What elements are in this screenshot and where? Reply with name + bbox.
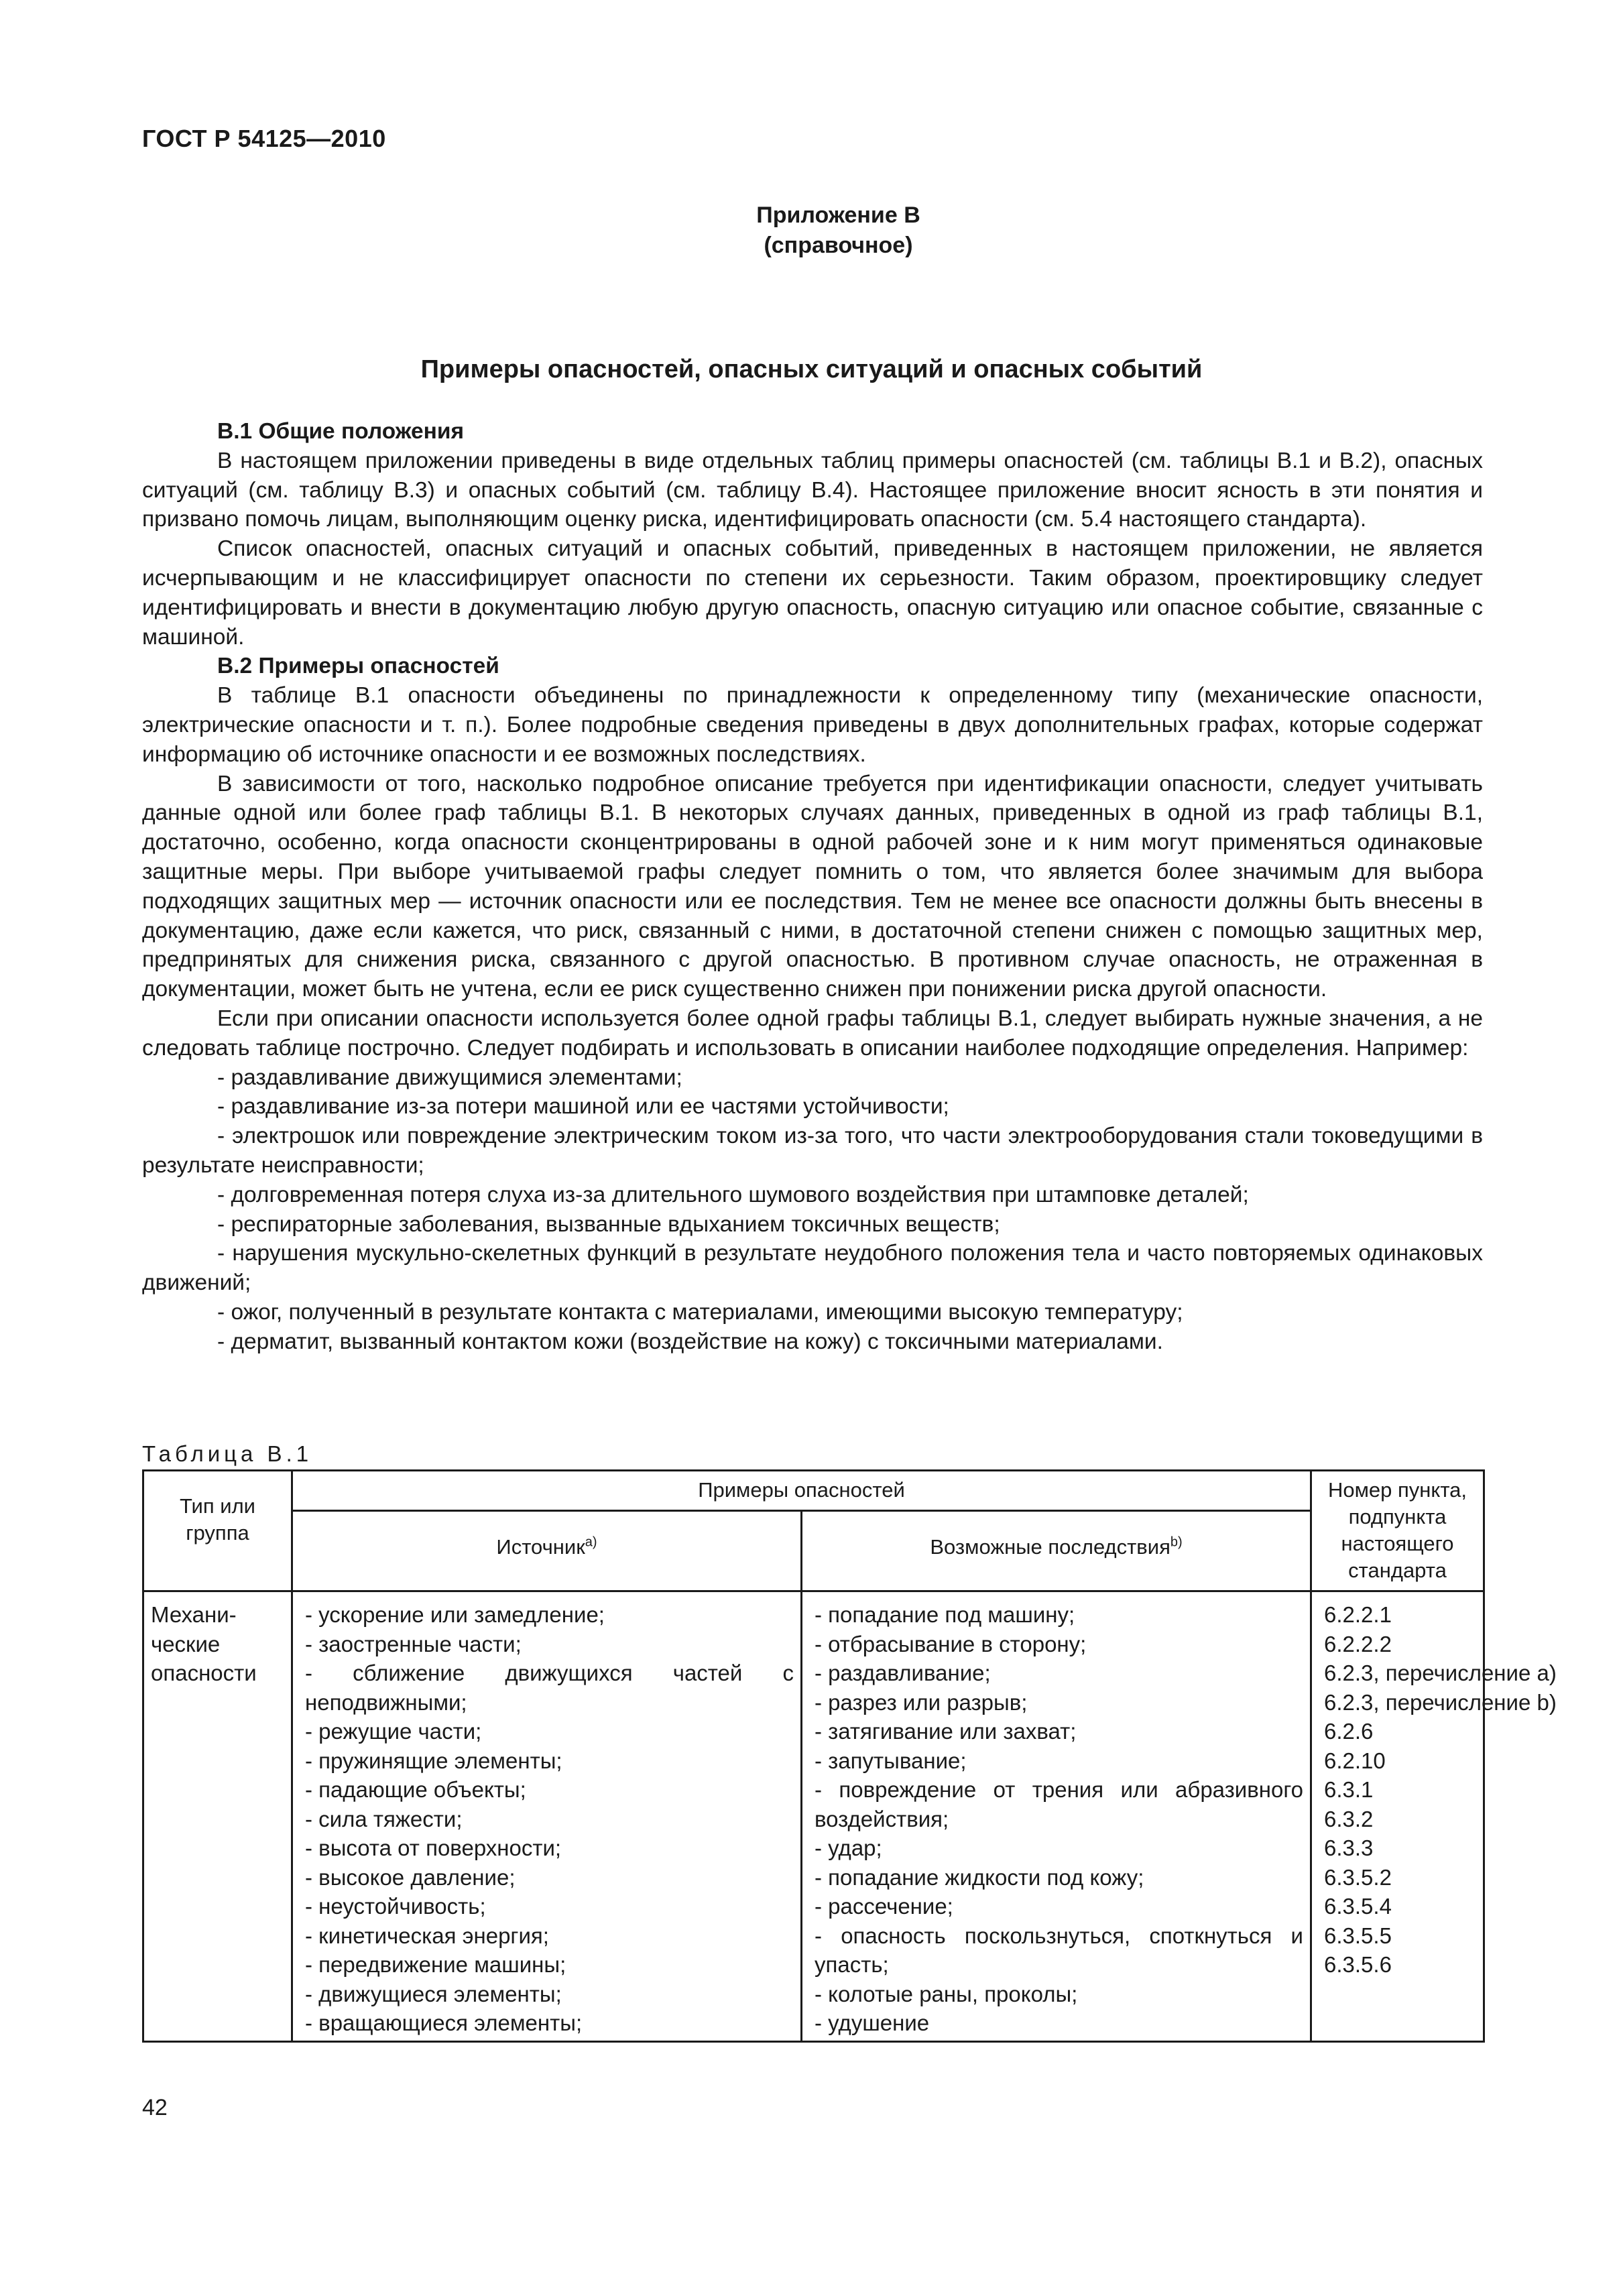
- header-clause: Номер пункта, подпункта настоящего стандарта: [1311, 1471, 1484, 1591]
- paragraph: - электрошок или повреждение электрическим током из-за того, что части электрооборудования стали токоведущими в результате неисправности;: [142, 1124, 1483, 1178]
- source-item: - сближение движущихся частей с неподвижными;: [305, 1660, 794, 1715]
- consequence-item: - опасность поскользнуться, споткнуться и упасть;: [815, 1923, 1303, 1977]
- consequence-item: - повреждение от трения или абразивного воздействия;: [815, 1777, 1303, 1831]
- source-item: - заостренные части;: [305, 1631, 522, 1656]
- consequence-item: - разрез или разрыв;: [815, 1689, 1028, 1715]
- source-item: - передвижение машины;: [305, 1952, 566, 1977]
- header-consequences: [802, 1511, 1311, 1591]
- paragraph: - дерматит, вызванный контактом кожи (воздействие на кожу) с токсичными материалами.: [217, 1329, 1163, 1354]
- body-text: [142, 417, 1483, 1357]
- consequence-item: - рассечение;: [815, 1894, 953, 1919]
- annex-type: (справочное): [764, 233, 913, 258]
- cell-sources: [292, 1591, 802, 2042]
- hazards-table: [142, 1469, 1557, 2043]
- paragraph: Список опасностей, опасных ситуаций и опасных событий, приведенных в настоящем приложении, не является исчерпывающим и не классифицирует опасности по степени их серьезности. Таким образом, проектировщику следует идентифицировать и внести в документацию любую другую опасность, опасную ситуацию или опасное событие, связанные с машиной.: [142, 536, 1483, 650]
- clause-item: 6.2.10: [1324, 1748, 1386, 1773]
- paragraph: В таблице В.1 опасности объединены по принадлежности к определенному типу (механические опасности, электрические опасности и т. п.). Более подробные сведения приведены в двух дополнительных графах, которые содержат информацию об источнике опасности и ее возможных последствиях.: [142, 683, 1483, 767]
- annex-title: Примеры опасностей, опасных ситуаций и опасных событий: [420, 355, 1203, 383]
- paragraph: В зависимости от того, насколько подробное описание требуется при идентификации опасности, следует учитывать данные одной или более граф таблицы В.1. В некоторых случаях данных, приведенных в одной из граф таблицы В.1, достаточно, особенно, когда опасности сконцентрированы в одной рабочей зоне и к ним могут применяться одинаковые защитные меры. При выборе учитываемой графы следует помнить о том, что является более значимым для выбора подходящих защитных мер — источник опасности или ее последствия. Тем не менее все опасности должны быть внесены в документацию, даже если кажется, что риск, связанный с ними, в достаточной степени снижен с помощью защитных мер, предпринятых для снижения риска, связанного с другой опасностью. В противном случае опасность, не отраженная в документации, может быть не учтена, если ее риск существенно снижен при понижении риска другой опасности.: [142, 771, 1483, 1002]
- source-item: - сила тяжести;: [305, 1806, 463, 1831]
- source-item: - высота от поверхности;: [305, 1835, 562, 1860]
- paragraph: - ожог, полученный в результате контакта с материалами, имеющими высокую температуру;: [217, 1299, 1183, 1325]
- clause-item: 6.2.6: [1324, 1719, 1374, 1744]
- cell-clauses: [1311, 1591, 1557, 2042]
- cell-group: Механи-ческие опасности: [143, 1591, 292, 2042]
- header-examples: Примеры опасностей: [292, 1471, 1311, 1511]
- source-item: - высокое давление;: [305, 1864, 516, 1890]
- clause-item: 6.3.5.6: [1324, 1952, 1392, 1977]
- clause-item: 6.2.3, перечисление b): [1324, 1689, 1557, 1715]
- source-item: - неустойчивость;: [305, 1894, 486, 1919]
- clause-item: 6.3.5.4: [1324, 1894, 1392, 1919]
- paragraph: - долговременная потеря слуха из-за длительного шумового воздействия при штамповке деталей;: [217, 1182, 1249, 1207]
- consequence-item: - удушение: [815, 2010, 930, 2035]
- consequence-item: - попадание под машину;: [815, 1602, 1075, 1627]
- consequence-item: - запутывание;: [815, 1748, 967, 1773]
- footnote-a-marker: a): [585, 1534, 597, 1550]
- cell-consequences: [802, 1591, 1311, 2042]
- section-heading: В.1 Общие положения: [217, 419, 465, 444]
- clause-item: 6.3.2: [1324, 1806, 1374, 1831]
- source-item: - падающие объекты;: [305, 1777, 526, 1802]
- header-source: [292, 1511, 802, 1591]
- header-type-group: Тип или группа: [143, 1471, 292, 1591]
- header-consequences-label: Возможные последствия: [930, 1534, 1170, 1559]
- clause-item: 6.3.3: [1324, 1835, 1374, 1860]
- source-item: - режущие части;: [305, 1719, 482, 1744]
- clause-item: 6.2.2.2: [1324, 1631, 1392, 1656]
- source-item: - движущиеся элементы;: [305, 1981, 562, 2006]
- consequence-item: - попадание жидкости под кожу;: [815, 1864, 1144, 1890]
- source-item: - кинетическая энергия;: [305, 1923, 549, 1948]
- consequence-item: - удар;: [815, 1835, 882, 1860]
- section-heading: В.2 Примеры опасностей: [217, 654, 499, 679]
- paragraph: - раздавливание движущимися элементами;: [217, 1065, 682, 1090]
- consequence-item: - затягивание или захват;: [815, 1719, 1077, 1744]
- paragraph: - нарушения мускульно-скелетных функций в результате неудобного положения тела и часто повторяемых одинаковых движений;: [142, 1241, 1483, 1296]
- paragraph: - раздавливание из-за потери машиной или ее частями устойчивости;: [217, 1094, 949, 1120]
- paragraph: - респираторные заболевания, вызванные вдыханием токсичных веществ;: [217, 1211, 1000, 1237]
- page-number: 42: [142, 2095, 168, 2120]
- paragraph: В настоящем приложении приведены в виде отдельных таблиц примеры опасностей (см. таблицы В.1 и В.2), опасных ситуаций (см. таблицу В.3) и опасных событий (см. таблицу В.4). Настоящее приложение вносит ясность в эти понятия и призвано помочь лицам, выполняющим оценку риска, идентифицировать опасности (см. 5.4 настоящего стандарта).: [142, 448, 1483, 532]
- standard-number: ГОСТ Р 54125—2010: [142, 125, 386, 152]
- clause-item: 6.2.2.1: [1324, 1602, 1392, 1627]
- table-caption: Таблица В.1: [142, 1441, 313, 1466]
- consequence-item: - отбрасывание в сторону;: [815, 1631, 1087, 1656]
- clause-item: 6.3.5.2: [1324, 1864, 1392, 1890]
- clause-item: 6.3.5.5: [1324, 1923, 1392, 1948]
- consequence-item: - раздавливание;: [815, 1660, 991, 1685]
- source-item: - пружинящие элементы;: [305, 1748, 562, 1773]
- clause-item: 6.3.1: [1324, 1777, 1374, 1802]
- header-source-label: Источник: [496, 1534, 585, 1559]
- table-row: [143, 1591, 1484, 2042]
- source-item: - ускорение или замедление;: [305, 1602, 605, 1627]
- source-item: - вращающиеся элементы;: [305, 2010, 583, 2035]
- clause-item: 6.2.3, перечисление a): [1324, 1660, 1557, 1685]
- footnote-b-marker: b): [1170, 1534, 1183, 1550]
- annex-label: Приложение В: [756, 202, 920, 228]
- consequence-item: - колотые раны, проколы;: [815, 1981, 1078, 2006]
- paragraph: Если при описании опасности используется более одной графы таблицы В.1, следует выбирать нужные значения, а не следовать таблице построчно. Следует подбирать и использовать в описании наиболее подходящие определения. Например:: [142, 1006, 1483, 1061]
